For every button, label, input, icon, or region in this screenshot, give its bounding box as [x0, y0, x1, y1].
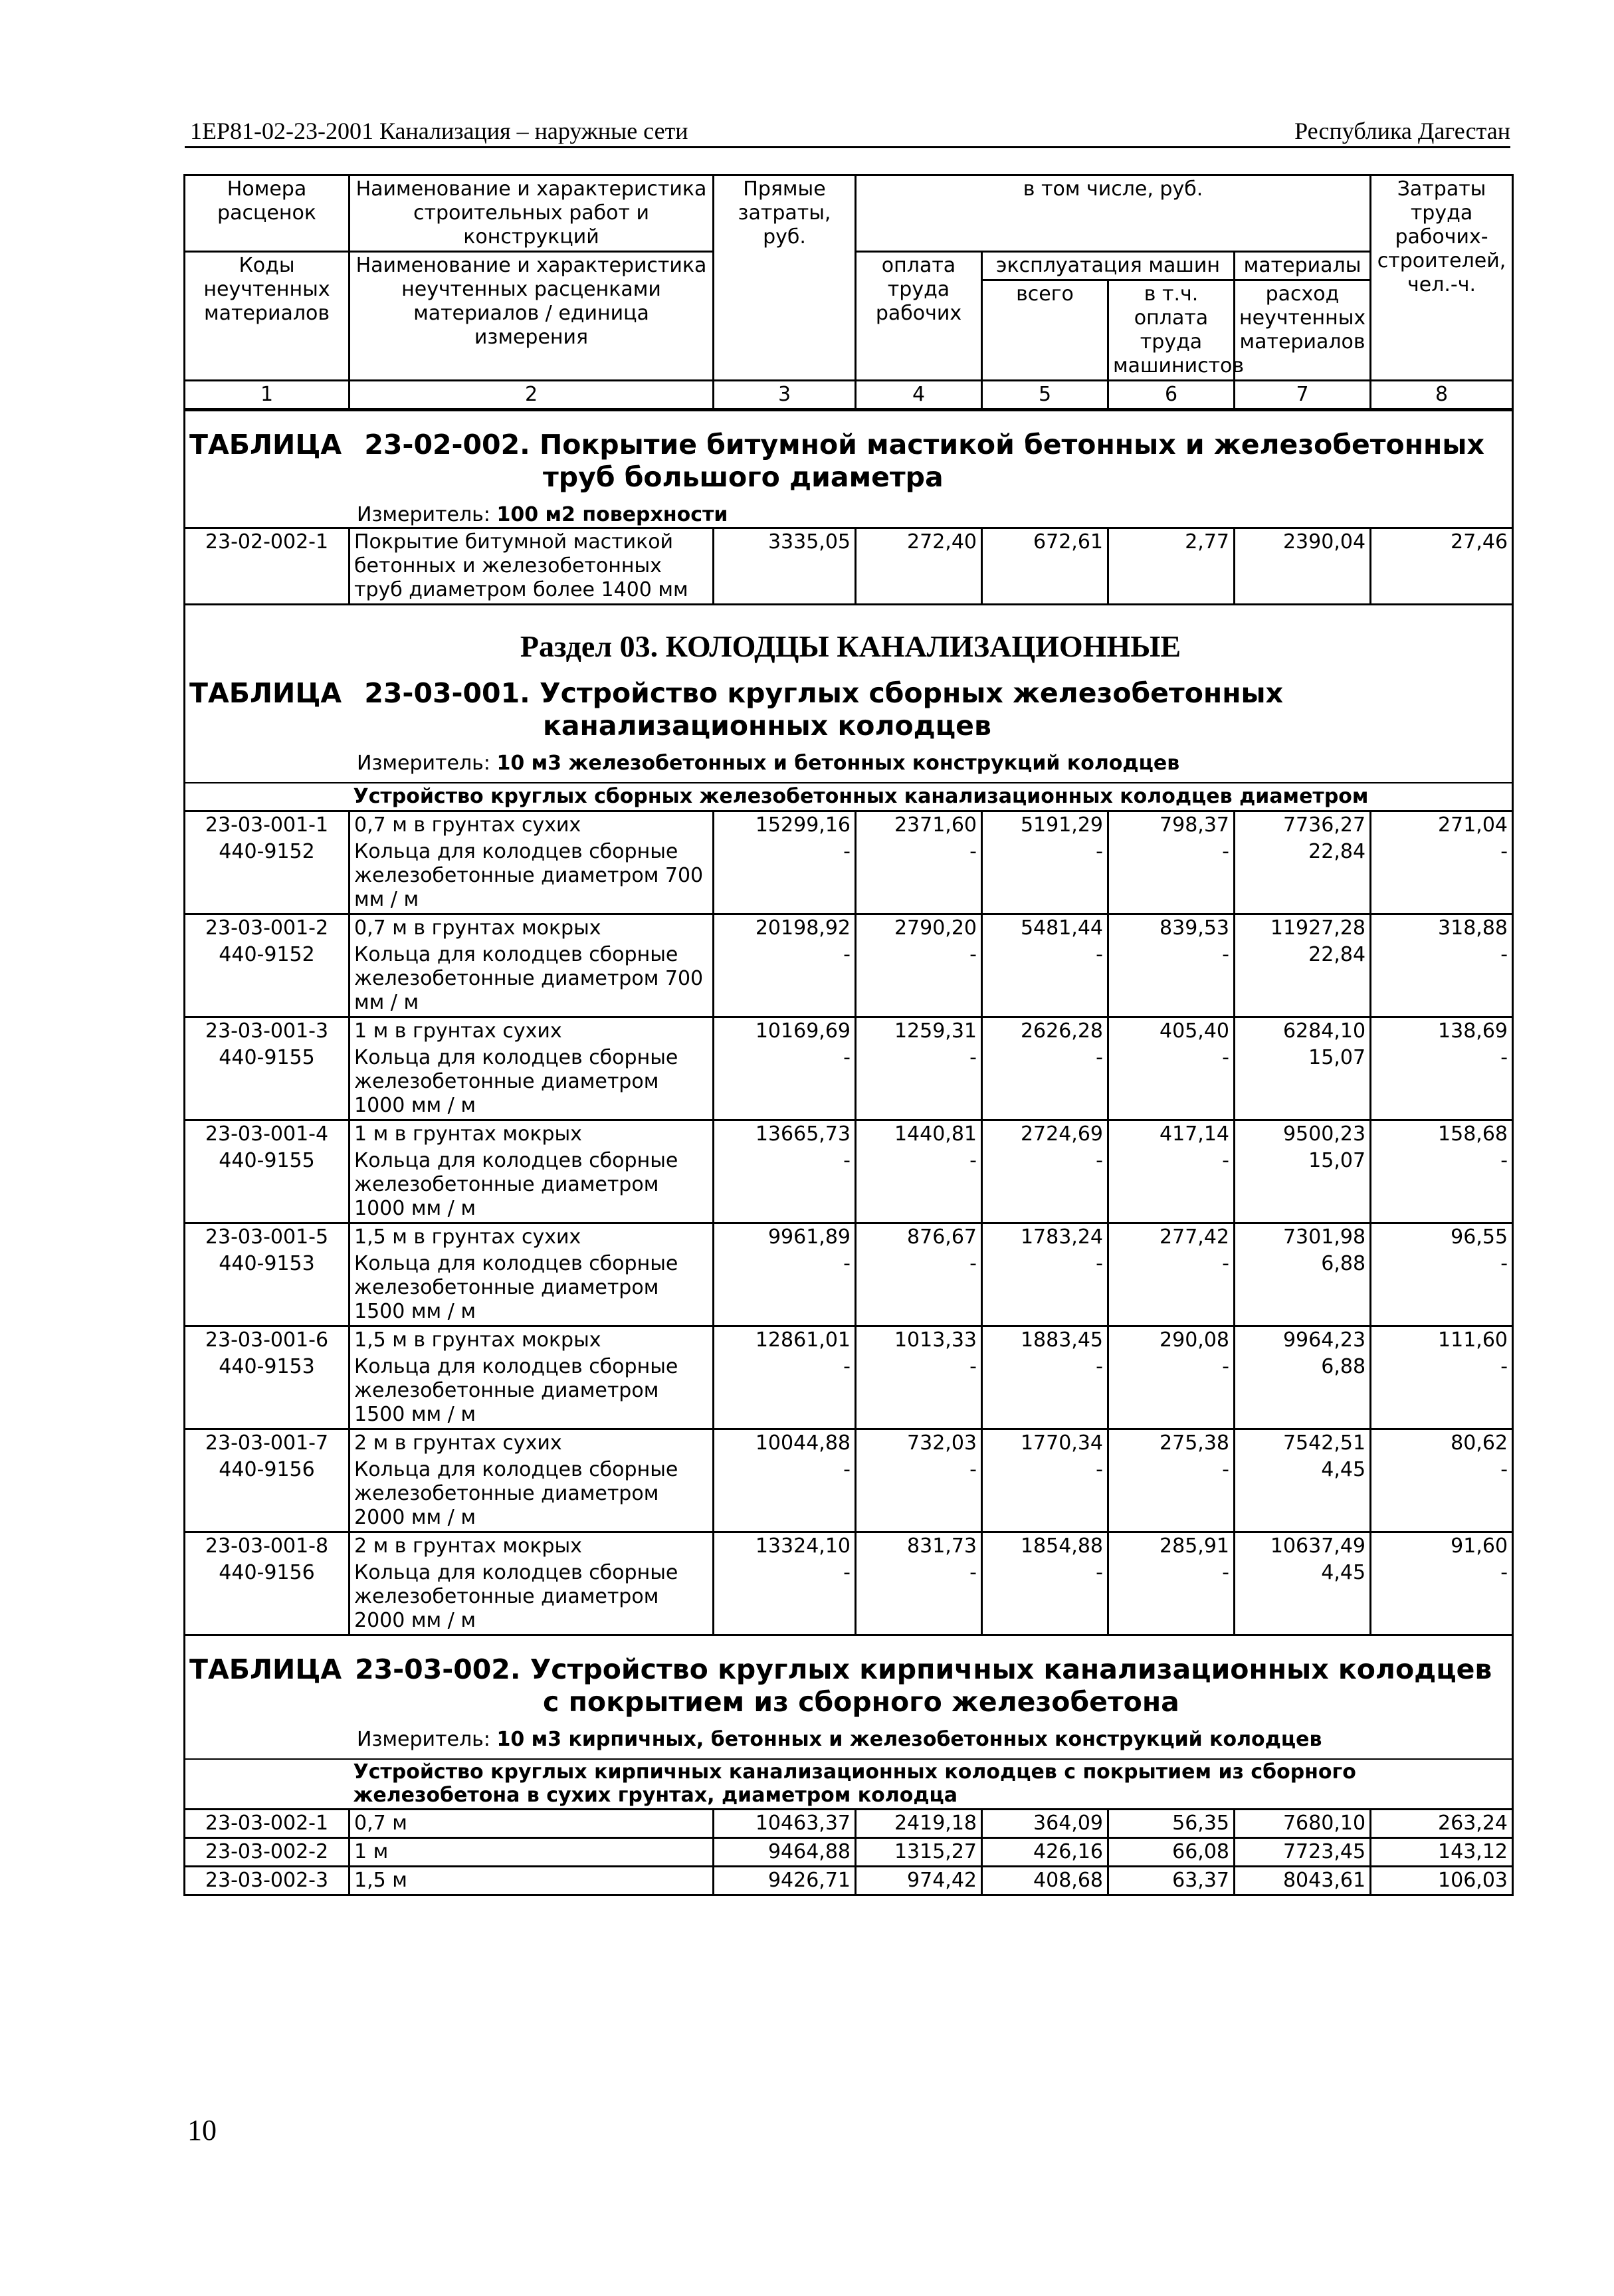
table-label: ТАБЛИЦА	[189, 1653, 342, 1685]
machine-total: -	[982, 839, 1108, 914]
machine-total: 672,61	[982, 528, 1108, 605]
worker-pay: 2419,18	[856, 1810, 982, 1838]
rate-name: 1 м	[350, 1838, 714, 1867]
subheading-row	[185, 1759, 1513, 1810]
labor-costs: 143,12	[1371, 1838, 1513, 1867]
table-title-line1: Покрытие битумной мастикой бетонных и железобетонных	[539, 429, 1484, 461]
machine-total: 1854,88	[982, 1532, 1108, 1560]
table-row	[185, 1429, 1513, 1457]
material-name: Кольца для колодцев сборные железобетонные диаметром 1500 мм / м	[350, 1251, 714, 1326]
machine-total: -	[982, 1251, 1108, 1326]
direct-costs: -	[714, 1560, 856, 1635]
direct-costs: -	[714, 1251, 856, 1326]
materials-value: 7301,98	[1235, 1223, 1371, 1251]
material-code: 440-9155	[185, 1045, 350, 1120]
operator-pay: 839,53	[1108, 914, 1235, 942]
machine-total: -	[982, 1560, 1108, 1635]
material-code: 440-9156	[185, 1457, 350, 1532]
worker-pay: 272,40	[856, 528, 982, 605]
header-material-name: Наименование и характеристика неучтенных расценками материалов / единица измерения	[350, 252, 714, 381]
machine-total: 408,68	[982, 1867, 1108, 1895]
direct-costs: 10463,37	[714, 1810, 856, 1838]
direct-costs: -	[714, 1148, 856, 1223]
operator-pay: 275,38	[1108, 1429, 1235, 1457]
header-operator-pay: в т.ч. оплата труда машинистов	[1108, 280, 1235, 381]
materials-value: 9500,23	[1235, 1120, 1371, 1148]
rate-name: 1,5 м	[350, 1867, 714, 1895]
worker-pay: -	[856, 1148, 982, 1223]
column-number: 8	[1371, 381, 1513, 410]
material-row	[185, 1148, 1513, 1223]
operator-pay: -	[1108, 1457, 1235, 1532]
rate-name: 1 м в грунтах мокрых	[350, 1120, 714, 1148]
machine-total: 5481,44	[982, 914, 1108, 942]
header-rate-number: Номера расценок	[185, 175, 350, 252]
labor-costs: 91,60	[1371, 1532, 1513, 1560]
operator-pay: -	[1108, 1148, 1235, 1223]
rate-name: 1,5 м в грунтах мокрых	[350, 1326, 714, 1354]
machine-total: -	[982, 942, 1108, 1017]
worker-pay: -	[856, 1251, 982, 1326]
header-unaccounted-materials: расход неучтенных материалов	[1235, 280, 1371, 381]
material-name: Кольца для колодцев сборные железобетонные диаметром 1000 мм / м	[350, 1148, 714, 1223]
material-name: Кольца для колодцев сборные железобетонные диаметром 700 мм / м	[350, 839, 714, 914]
table-title-line2: канализационных колодцев	[543, 709, 991, 742]
materials-value: 6284,10	[1235, 1017, 1371, 1045]
materials-value: 11927,28	[1235, 914, 1371, 942]
material-code: 440-9152	[185, 942, 350, 1017]
column-number-row	[185, 381, 1513, 410]
operator-pay: -	[1108, 942, 1235, 1017]
rate-name: 0,7 м	[350, 1810, 714, 1838]
direct-costs: -	[714, 839, 856, 914]
direct-costs: 9426,71	[714, 1867, 856, 1895]
measure-line	[189, 494, 1512, 527]
materials-value: 6,88	[1235, 1251, 1371, 1326]
rate-code: 23-03-001-2	[185, 914, 350, 942]
machine-total: 1770,34	[982, 1429, 1108, 1457]
materials-value: 7680,10	[1235, 1810, 1371, 1838]
table-row	[185, 1223, 1513, 1251]
labor-costs: 27,46	[1371, 528, 1513, 605]
subheading: Устройство круглых сборных железобетонных канализационных колодцев диаметром	[350, 783, 1513, 811]
header-labor-costs: Затраты труда рабочих-строителей, чел.-ч.	[1371, 175, 1513, 381]
operator-pay: 290,08	[1108, 1326, 1235, 1354]
labor-costs: 111,60	[1371, 1326, 1513, 1354]
rate-code: 23-03-001-8	[185, 1532, 350, 1560]
table-title	[189, 677, 1512, 710]
rate-name: Покрытие битумной мастикой бетонных и железобетонных труб диаметром более 1400 мм	[350, 528, 714, 605]
rate-name: 0,7 м в грунтах мокрых	[350, 914, 714, 942]
table-header-row	[185, 175, 1513, 252]
machine-total: -	[982, 1457, 1108, 1532]
rate-code: 23-03-001-6	[185, 1326, 350, 1354]
measure-line	[189, 1719, 1512, 1752]
worker-pay: -	[856, 1457, 982, 1532]
machine-total: 2626,28	[982, 1017, 1108, 1045]
table-title-line1: Устройство круглых сборных железобетонных	[539, 677, 1284, 709]
material-row	[185, 1457, 1513, 1532]
rate-name: 1 м в грунтах сухих	[350, 1017, 714, 1045]
measure-value: 100 м2 поверхности	[496, 503, 728, 527]
material-name: Кольца для колодцев сборные железобетонные диаметром 2000 мм / м	[350, 1457, 714, 1532]
worker-pay: -	[856, 942, 982, 1017]
table-row	[185, 914, 1513, 942]
worker-pay: -	[856, 1045, 982, 1120]
direct-costs: -	[714, 1457, 856, 1532]
direct-costs: 15299,16	[714, 811, 856, 839]
direct-costs: 20198,92	[714, 914, 856, 942]
measure-value: 10 м3 железобетонных и бетонных конструкций колодцев	[496, 751, 1180, 775]
table-row	[185, 811, 1513, 839]
labor-costs: 138,69	[1371, 1017, 1513, 1045]
labor-costs: -	[1371, 1251, 1513, 1326]
material-name: Кольца для колодцев сборные железобетонные диаметром 1000 мм / м	[350, 1045, 714, 1120]
operator-pay: 405,40	[1108, 1017, 1235, 1045]
materials-value: 4,45	[1235, 1560, 1371, 1635]
worker-pay: -	[856, 1354, 982, 1429]
table-row	[185, 1532, 1513, 1560]
column-number: 2	[350, 381, 714, 410]
worker-pay: 974,42	[856, 1867, 982, 1895]
labor-costs: -	[1371, 1148, 1513, 1223]
labor-costs: -	[1371, 1354, 1513, 1429]
page-number: 10	[187, 2114, 217, 2146]
labor-costs: 106,03	[1371, 1867, 1513, 1895]
machine-total: 5191,29	[982, 811, 1108, 839]
material-row	[185, 942, 1513, 1017]
column-number: 3	[714, 381, 856, 410]
operator-pay: 63,37	[1108, 1867, 1235, 1895]
materials-value: 2390,04	[1235, 528, 1371, 605]
rate-code: 23-03-001-1	[185, 811, 350, 839]
labor-costs: -	[1371, 1045, 1513, 1120]
page-header	[185, 113, 1510, 148]
operator-pay: -	[1108, 1354, 1235, 1429]
machine-total: 2724,69	[982, 1120, 1108, 1148]
material-row	[185, 1560, 1513, 1635]
materials-value: 7723,45	[1235, 1838, 1371, 1867]
worker-pay: -	[856, 839, 982, 914]
rate-name: 1,5 м в грунтах сухих	[350, 1223, 714, 1251]
rate-code: 23-03-001-4	[185, 1120, 350, 1148]
machine-total: -	[982, 1148, 1108, 1223]
material-code: 440-9153	[185, 1354, 350, 1429]
direct-costs: 3335,05	[714, 528, 856, 605]
material-name: Кольца для колодцев сборные железобетонные диаметром 2000 мм / м	[350, 1560, 714, 1635]
header-materials: материалы	[1235, 252, 1371, 280]
operator-pay: 285,91	[1108, 1532, 1235, 1560]
direct-costs: 12861,01	[714, 1326, 856, 1354]
column-number: 6	[1108, 381, 1235, 410]
table-code: 23-02-002.	[364, 429, 530, 461]
region-name: Республика Дагестан	[1294, 118, 1510, 144]
materials-value: 22,84	[1235, 942, 1371, 1017]
material-row	[185, 1251, 1513, 1326]
table-row	[185, 1326, 1513, 1354]
materials-value: 7736,27	[1235, 811, 1371, 839]
labor-costs: 96,55	[1371, 1223, 1513, 1251]
worker-pay: 2371,60	[856, 811, 982, 839]
materials-value: 15,07	[1235, 1148, 1371, 1223]
machine-total: 426,16	[982, 1838, 1108, 1867]
table-title	[189, 429, 1512, 461]
material-name: Кольца для колодцев сборные железобетонные диаметром 1500 мм / м	[350, 1354, 714, 1429]
rate-name: 2 м в грунтах сухих	[350, 1429, 714, 1457]
column-number: 5	[982, 381, 1108, 410]
material-row	[185, 839, 1513, 914]
direct-costs: 13665,73	[714, 1120, 856, 1148]
header-including: в том числе, руб.	[856, 175, 1371, 252]
operator-pay: 798,37	[1108, 811, 1235, 839]
column-number: 7	[1235, 381, 1371, 410]
material-code: 440-9152	[185, 839, 350, 914]
material-name: Кольца для колодцев сборные железобетонные диаметром 700 мм / м	[350, 942, 714, 1017]
table-title-block	[185, 1635, 1513, 1759]
table-row	[185, 528, 1513, 605]
materials-value: 8043,61	[1235, 1867, 1371, 1895]
labor-costs: -	[1371, 839, 1513, 914]
worker-pay: 1440,81	[856, 1120, 982, 1148]
measure-line	[189, 742, 1512, 782]
table-title	[189, 1653, 1512, 1686]
operator-pay: -	[1108, 1045, 1235, 1120]
section-row	[185, 605, 1513, 783]
worker-pay: 876,67	[856, 1223, 982, 1251]
worker-pay: 732,03	[856, 1429, 982, 1457]
header-direct-costs: Прямые затраты, руб.	[714, 175, 856, 381]
table-row	[185, 1017, 1513, 1045]
labor-costs: 158,68	[1371, 1120, 1513, 1148]
table-code: 23-03-001.	[364, 677, 530, 709]
measure-label: Измеритель:	[357, 503, 490, 527]
materials-value: 4,45	[1235, 1457, 1371, 1532]
header-work-name: Наименование и характеристика строительных работ и конструкций	[350, 175, 714, 252]
operator-pay: 66,08	[1108, 1838, 1235, 1867]
direct-costs: -	[714, 1045, 856, 1120]
rate-code: 23-03-001-7	[185, 1429, 350, 1457]
machine-total: 1783,24	[982, 1223, 1108, 1251]
worker-pay: -	[856, 1560, 982, 1635]
rate-code: 23-03-001-3	[185, 1017, 350, 1045]
table-label: ТАБЛИЦА	[189, 677, 342, 709]
subheading: Устройство круглых кирпичных канализационных колодцев с покрытием из сборного железобетона в сухих грунтах, диаметром колодца	[350, 1759, 1513, 1810]
direct-costs: -	[714, 1354, 856, 1429]
worker-pay: 1013,33	[856, 1326, 982, 1354]
labor-costs: -	[1371, 942, 1513, 1017]
materials-value: 7542,51	[1235, 1429, 1371, 1457]
worker-pay: 2790,20	[856, 914, 982, 942]
direct-costs: 9961,89	[714, 1223, 856, 1251]
measure-label: Измеритель:	[357, 751, 490, 775]
blank-cell	[185, 1759, 350, 1810]
header-machine-total: всего	[982, 280, 1108, 381]
header-machine-operation: эксплуатация машин	[982, 252, 1235, 280]
materials-value: 15,07	[1235, 1045, 1371, 1120]
table-title-line2: с покрытием из сборного железобетона	[543, 1686, 1179, 1719]
material-code: 440-9155	[185, 1148, 350, 1223]
rate-code: 23-03-002-1	[185, 1810, 350, 1838]
document-title: 1ЕР81-02-23-2001 Канализация – наружные сети	[190, 118, 688, 144]
direct-costs: 13324,10	[714, 1532, 856, 1560]
machine-total: -	[982, 1354, 1108, 1429]
operator-pay: -	[1108, 1560, 1235, 1635]
worker-pay: 831,73	[856, 1532, 982, 1560]
material-code: 440-9156	[185, 1560, 350, 1635]
operator-pay: 2,77	[1108, 528, 1235, 605]
direct-costs: -	[714, 942, 856, 1017]
subheading-row	[185, 783, 1513, 811]
measure-value: 10 м3 кирпичных, бетонных и железобетонных конструкций колодцев	[496, 1728, 1322, 1752]
labor-costs: -	[1371, 1560, 1513, 1635]
section-title: Раздел 03. КОЛОДЦЫ КАНАЛИЗАЦИОННЫЕ	[520, 629, 1181, 664]
table-title-row	[185, 1635, 1513, 1759]
table-title-line1: Устройство круглых кирпичных канализационных колодцев	[530, 1653, 1492, 1685]
rate-code: 23-03-001-5	[185, 1223, 350, 1251]
direct-costs: 9464,88	[714, 1838, 856, 1867]
materials-value: 6,88	[1235, 1354, 1371, 1429]
column-number: 4	[856, 381, 982, 410]
measure-label: Измеритель:	[357, 1728, 490, 1752]
table-title-line2: труб большого диаметра	[543, 461, 944, 494]
rate-code: 23-02-002-1	[185, 528, 350, 605]
labor-costs: 318,88	[1371, 914, 1513, 942]
price-table	[183, 174, 1514, 1896]
column-number: 1	[185, 381, 350, 410]
table-row	[185, 1838, 1513, 1867]
rate-code: 23-03-002-2	[185, 1838, 350, 1867]
materials-value: 22,84	[1235, 839, 1371, 914]
rate-name: 0,7 м в грунтах сухих	[350, 811, 714, 839]
labor-costs: -	[1371, 1457, 1513, 1532]
table-code: 23-03-002.	[355, 1653, 521, 1685]
labor-costs: 263,24	[1371, 1810, 1513, 1838]
material-row	[185, 1354, 1513, 1429]
header-worker-pay: оплата труда рабочих	[856, 252, 982, 381]
direct-costs: 10169,69	[714, 1017, 856, 1045]
labor-costs: 80,62	[1371, 1429, 1513, 1457]
table-label: ТАБЛИЦА	[189, 429, 342, 461]
table-row	[185, 1810, 1513, 1838]
worker-pay: 1315,27	[856, 1838, 982, 1867]
header-material-codes: Коды неучтенных материалов	[185, 252, 350, 381]
labor-costs: 271,04	[1371, 811, 1513, 839]
machine-total: 364,09	[982, 1810, 1108, 1838]
table-title-row	[185, 410, 1513, 528]
worker-pay: 1259,31	[856, 1017, 982, 1045]
material-code: 440-9153	[185, 1251, 350, 1326]
machine-total: -	[982, 1045, 1108, 1120]
direct-costs: 10044,88	[714, 1429, 856, 1457]
operator-pay: 56,35	[1108, 1810, 1235, 1838]
materials-value: 9964,23	[1235, 1326, 1371, 1354]
materials-value: 10637,49	[1235, 1532, 1371, 1560]
table-row	[185, 1867, 1513, 1895]
operator-pay: -	[1108, 839, 1235, 914]
operator-pay: 417,14	[1108, 1120, 1235, 1148]
operator-pay: -	[1108, 1251, 1235, 1326]
rate-name: 2 м в грунтах мокрых	[350, 1532, 714, 1560]
table-row	[185, 1120, 1513, 1148]
operator-pay: 277,42	[1108, 1223, 1235, 1251]
rate-code: 23-03-002-3	[185, 1867, 350, 1895]
material-row	[185, 1045, 1513, 1120]
machine-total: 1883,45	[982, 1326, 1108, 1354]
